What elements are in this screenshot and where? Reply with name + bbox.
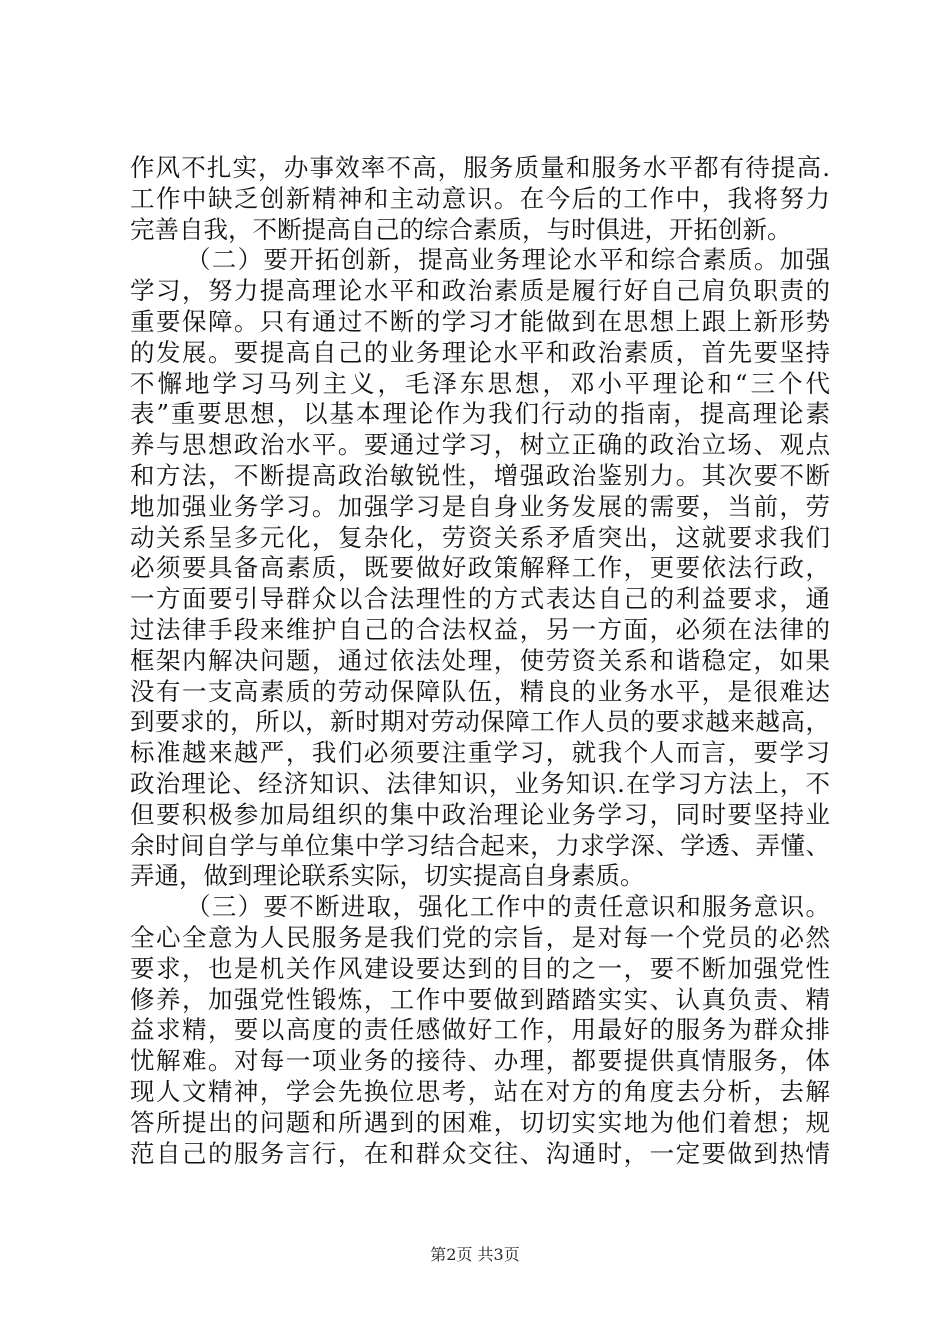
text-line: 到要求的，所以，新时期对劳动保障工作人员的要求越来越高，: [130, 707, 830, 737]
body-text: [130, 153, 830, 1169]
text-line: 答所提出的问题和所遇到的困难，切切实实地为他们着想；规: [130, 1107, 830, 1137]
text-line: 作风不扎实，办事效率不高，服务质量和服务水平都有待提高.: [130, 153, 830, 182]
text-line: 不懈地学习马列主义，毛泽东思想，邓小平理论和“三个代: [130, 368, 830, 398]
page-footer: 第2页 共3页: [430, 1245, 520, 1264]
text-line: 忧解难。对每一项业务的接待、办理，都要提供真情服务，体: [130, 1046, 830, 1076]
text-line: 全心全意为人民服务是我们党的宗旨，是对每一个党员的必然: [130, 922, 830, 952]
text-line: 没有一支高素质的劳动保障队伍，精良的业务水平，是很难达: [130, 676, 830, 706]
text-line: 学习，努力提高理论水平和政治素质是履行好自己肩负职责的: [130, 276, 830, 306]
text-line: 和方法，不断提高政治敏锐性，增强政治鉴别力。其次要不断: [130, 460, 830, 490]
text-line: 的发展。要提高自己的业务理论水平和政治素质，首先要坚持: [130, 337, 830, 367]
text-line: （二）要开拓创新，提高业务理论水平和综合素质。加强: [186, 245, 830, 275]
text-line: 范自己的服务言行，在和群众交往、沟通时，一定要做到热情: [130, 1138, 830, 1168]
text-line: 弄通，做到理论联系实际，切实提高自身素质。: [130, 861, 645, 891]
text-line: 但要积极参加局组织的集中政治理论业务学习，同时要坚持业: [130, 799, 830, 829]
text-line: 过法律手段来维护自己的合法权益，另一方面，必须在法律的: [130, 614, 830, 644]
text-line: 益求精，要以高度的责任感做好工作，用最好的服务为群众排: [130, 1015, 830, 1045]
text-line: （三）要不断进取，强化工作中的责任意识和服务意识。: [186, 892, 830, 922]
text-line: 修养，加强党性锻炼，工作中要做到踏踏实实、认真负责、精: [130, 984, 830, 1014]
text-line: 政治理论、经济知识、法律知识，业务知识.在学习方法上，不: [130, 768, 830, 798]
text-line: 重要保障。只有通过不断的学习才能做到在思想上跟上新形势: [130, 306, 830, 336]
text-line: 要求，也是机关作风建设要达到的目的之一，要不断加强党性: [130, 953, 830, 983]
text-line: 地加强业务学习。加强学习是自身业务发展的需要，当前，劳: [130, 491, 830, 521]
text-line: 完善自我，不断提高自己的综合素质，与时俱进，开拓创新。: [130, 214, 792, 244]
text-line: 必须要具备高素质，既要做好政策解释工作，更要依法行政，: [130, 553, 830, 583]
text-line: 工作中缺乏创新精神和主动意识。在今后的工作中，我将努力: [130, 183, 830, 213]
text-line: 一方面要引导群众以合法理性的方式表达自己的利益要求，通: [130, 584, 830, 614]
text-line: 余时间自学与单位集中学习结合起来，力求学深、学透、弄懂、: [130, 830, 830, 860]
text-line: 框架内解决问题，通过依法处理，使劳资关系和谐稳定，如果: [130, 645, 830, 675]
text-line: 现人文精神，学会先换位思考，站在对方的角度去分析，去解: [130, 1076, 830, 1106]
text-line: 表”重要思想，以基本理论作为我们行动的指南，提高理论素: [130, 399, 830, 429]
text-line: 养与思想政治水平。要通过学习，树立正确的政治立场、观点: [130, 430, 830, 460]
text-line: 动关系呈多元化，复杂化，劳资关系矛盾突出，这就要求我们: [130, 522, 830, 552]
text-line: 标准越来越严，我们必须要注重学习，就我个人而言，要学习: [130, 738, 830, 768]
